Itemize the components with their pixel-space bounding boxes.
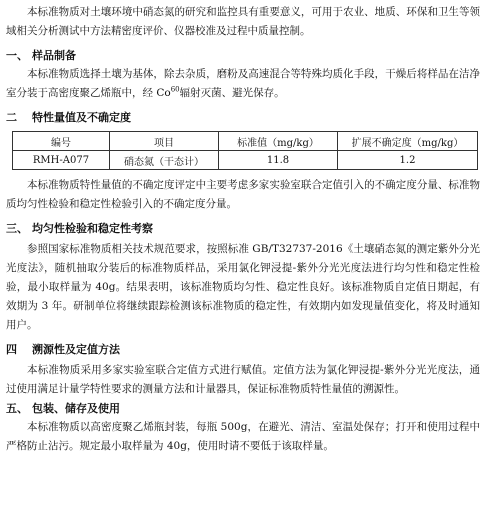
section-4-number: 四 [6,343,17,356]
section-1-number: 一、 [6,49,28,62]
section-3-paragraph: 参照国家标准物质相关技术规范要求，按照标准 GB/T32737-2016《土壤硝态氮的测定紫外分光光度法》，随机抽取分装后的标准物质样品，采用氯化钾浸提-紫外分光光度法进行均匀性和稳定性检验，最小取样量为 40g。结果表明，该标准物质均匀性、稳定性良好。该标准物质自定值日期起，有效期为 3 年。研制单位将继续跟踪检测该标准物质的稳定性，有效期内如发现量值变化，将及时通知用户。 [6,243,480,331]
section-1-heading [6,47,480,65]
section-5-title: 包装、储存及使用 [32,402,120,415]
table-header-cell: 编号 [13,132,110,151]
section-4-heading [6,341,480,359]
section-5-paragraph: 本标准物质以高密度聚乙烯瓶封装，每瓶 500g，在避光、清洁、室温处保存；打开和使用过程中严格防止沾污。规定最小取样量为 40g，使用时请不要低于该取样量。 [6,421,480,452]
table-cell-item: 硝态氮（干态计） [110,151,219,170]
section-5-number: 五、 [6,402,28,415]
section-2-number: 二 [6,111,17,124]
section-1-text-a: 本标准物质选择土壤为基体，除去杂质，磨粉及高速混合等特殊均质化手段，干燥后将样品在洁净室分装于高密度聚乙烯瓶中，经 Co [6,68,480,99]
section-3-number: 三、 [6,222,28,235]
table-cell-uncertainty: 1.2 [338,151,478,170]
section-2-heading [6,109,480,127]
intro-paragraph: 本标准物质对土壤环境中硝态氮的研究和监控具有重要意义，可用于农业、地质、环保和卫生等领域相关分析测试中方法精密度评价、仪器校准及过程中质量控制。 [6,6,480,37]
section-1-text-b: 辐射灭菌、避光保存。 [179,87,285,99]
section-3-heading [6,220,480,238]
section-2-paragraph: 本标准物质特性量值的不确定度评定中主要考虑多家实验室联合定值引入的不确定度分量、标准物质均匀性检验和稳定性检验引入的不确定度分量。 [6,179,480,210]
table-row [13,151,478,170]
section-5-heading [6,400,480,418]
section-3-title: 均匀性检验和稳定性考察 [32,222,153,235]
section-1-title: 样品制备 [32,49,76,62]
section-1-paragraph [6,65,480,103]
table-header-cell: 项目 [110,132,219,151]
property-table [12,131,478,170]
table-cell-code: RMH-A077 [13,151,110,170]
cobalt-superscript: 60 [170,85,180,94]
table-header-row [13,132,478,151]
section-4-title: 溯源性及定值方法 [32,343,120,356]
table-header-cell: 标准值（mg/kg） [219,132,338,151]
section-4-paragraph: 本标准物质采用多家实验室联合定值方式进行赋值。定值方法为氯化钾浸提-紫外分光光度法，通过使用满足计量学特性要求的测量方法和计量器具，保证标准物质特性量值的溯源性。 [6,364,480,395]
table-header-cell: 扩展不确定度（mg/kg） [338,132,478,151]
table-cell-value: 11.8 [219,151,338,170]
section-2-title: 特性量值及不确定度 [32,111,131,124]
